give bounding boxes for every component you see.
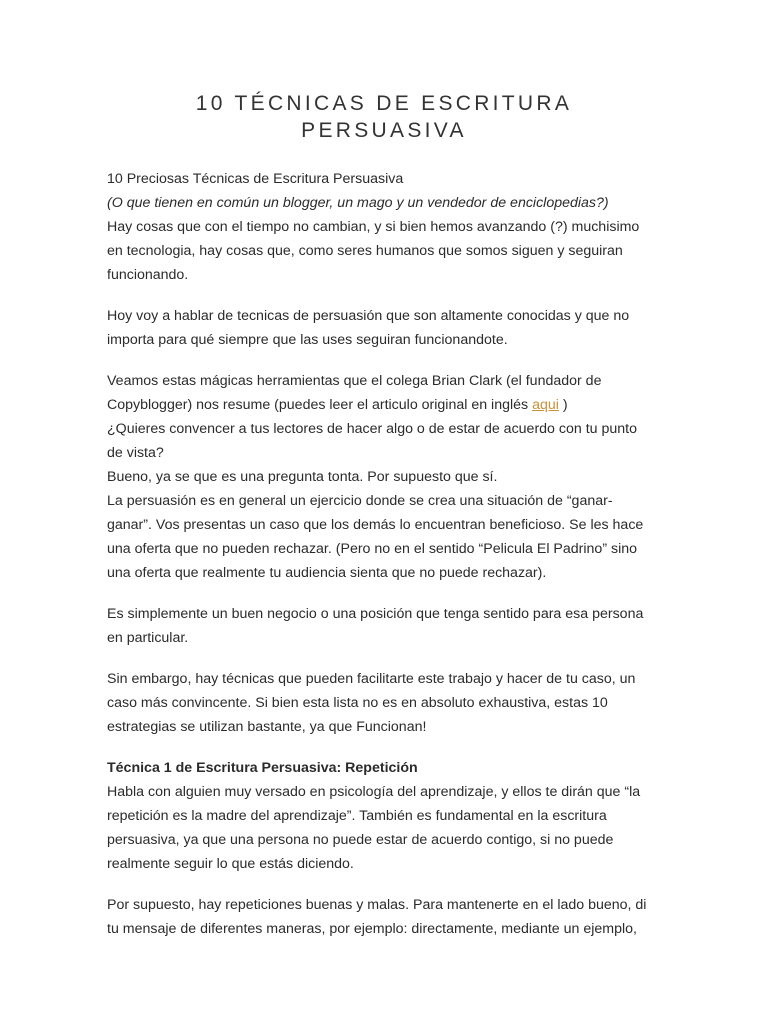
text-line-with-link bbox=[107, 393, 661, 417]
document-title bbox=[107, 90, 661, 144]
section-heading: Técnica 1 de Escritura Persuasiva: Repetición bbox=[107, 760, 418, 776]
text-line: realmente seguir lo que estás diciendo. bbox=[107, 856, 354, 872]
text-line: ¿Quieres convencer a tus lectores de hacer algo o de estar de acuerdo con tu punto bbox=[107, 421, 637, 437]
text-line: Hay cosas que con el tiempo no cambian, y si bien hemos avanzando (?) muchisimo bbox=[107, 219, 640, 235]
text-line: ganar”. Vos presentas un caso que los demás lo encuentran beneficioso. Se les hace bbox=[107, 517, 644, 533]
text-line: Es simplemente un buen negocio o una posición que tenga sentido para esa persona bbox=[107, 606, 644, 622]
text-line: Bueno, ya se que es una pregunta tonta. Por supuesto que sí. bbox=[107, 469, 498, 485]
original-article-link[interactable]: aqui bbox=[532, 397, 559, 413]
paragraph-4 bbox=[107, 602, 661, 650]
text-line: una oferta que realmente tu audiencia sienta que no puede rechazar). bbox=[107, 565, 547, 581]
section-technique-1 bbox=[107, 756, 661, 876]
title-line-1: 10 TÉCNICAS DE ESCRITURA bbox=[195, 92, 573, 115]
text-line: La persuasión es en general un ejercicio donde se crea una situación de “ganar- bbox=[107, 493, 613, 509]
title-line-2: PERSUASIVA bbox=[301, 119, 467, 142]
subtitle: 10 Preciosas Técnicas de Escritura Persuasiva bbox=[107, 171, 404, 187]
text-line: en tecnologia, hay cosas que, como seres humanos que somos siguen y seguiran bbox=[107, 243, 623, 259]
text-line: funcionando. bbox=[107, 267, 189, 283]
intro-paragraph bbox=[107, 167, 661, 287]
text-line: caso más convincente. Si bien esta lista no es en absoluto exhaustiva, estas 10 bbox=[107, 695, 608, 711]
text-line: Por supuesto, hay repeticiones buenas y malas. Para mantenerte en el lado bueno, di bbox=[107, 897, 647, 913]
text-line: estrategias se utilizan bastante, ya que Funcionan! bbox=[107, 719, 427, 735]
text-line: Habla con alguien muy versado en psicología del aprendizaje, y ellos te dirán que “la bbox=[107, 784, 641, 800]
text-line: importa para qué siempre que las uses seguiran funcionandote. bbox=[107, 332, 508, 348]
paragraph-3 bbox=[107, 369, 661, 585]
text-fragment: ) bbox=[558, 397, 568, 413]
text-line: una oferta que no pueden rechazar. (Pero no en el sentido “Pelicula El Padrino” sino bbox=[107, 541, 638, 557]
text-line: persuasiva, ya que una persona no puede estar de acuerdo contigo, si no puede bbox=[107, 832, 614, 848]
text-line: repetición es la madre del aprendizaje”. También es fundamental en la escritura bbox=[107, 808, 607, 824]
text-line: tu mensaje de diferentes maneras, por ejemplo: directamente, mediante un ejemplo, bbox=[107, 921, 637, 937]
text-line: Sin embargo, hay técnicas que pueden facilitarte este trabajo y hacer de tu caso, un bbox=[107, 671, 636, 687]
paragraph-5 bbox=[107, 667, 661, 739]
text-line: Hoy voy a hablar de tecnicas de persuasión que son altamente conocidas y que no bbox=[107, 308, 630, 324]
text-line: de vista? bbox=[107, 445, 164, 461]
tagline: (O que tienen en común un blogger, un mago y un vendedor de enciclopedias?) bbox=[107, 195, 609, 211]
paragraph-2 bbox=[107, 304, 661, 352]
text-line: Veamos estas mágicas herramientas que el colega Brian Clark (el fundador de bbox=[107, 373, 602, 389]
text-line: en particular. bbox=[107, 630, 189, 646]
text-fragment: Copyblogger) nos resume (puedes leer el articulo original en inglés bbox=[107, 397, 533, 413]
paragraph-7 bbox=[107, 893, 661, 941]
